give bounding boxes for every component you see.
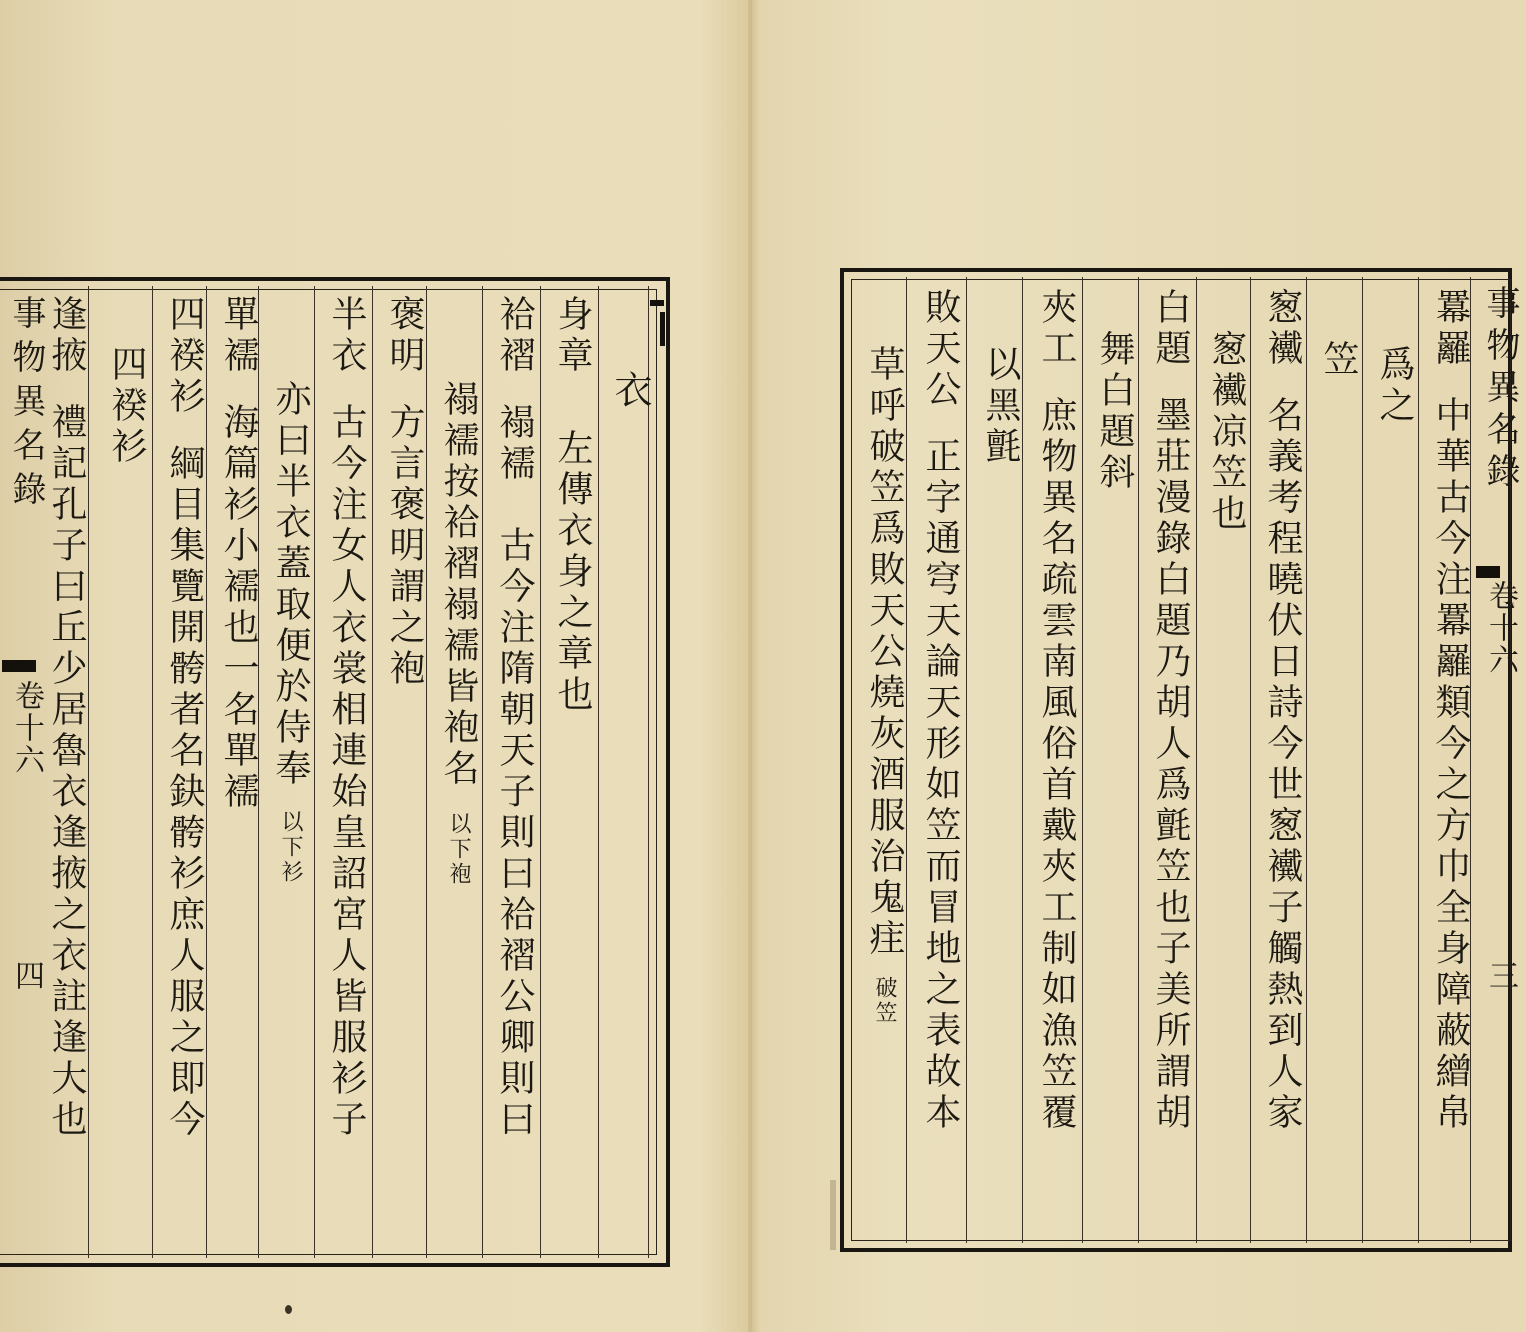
column-rule <box>598 286 599 1258</box>
column-rule <box>372 286 373 1258</box>
entry-column <box>1424 288 1476 1134</box>
entry-text: 名義考程曉伏日詩今世䆫襶子觸熱到人家 <box>1262 396 1303 1134</box>
right-folio-number: 三 <box>1483 960 1518 995</box>
entry-column <box>1088 330 1140 494</box>
entry-text: 褟襦 古今注隋朝天子則曰袷褶公卿則曰 <box>494 403 535 1141</box>
entry-text: 正字通穹天論天形如笠而冒地之表故本 <box>920 437 961 1134</box>
entry-note: 以下衫 <box>278 810 303 885</box>
entry-text: 舞白題斜 <box>1094 330 1135 494</box>
entry-text: 中華古今注羃䍦類今之方巾全身障蔽繒帛 <box>1430 396 1471 1134</box>
entry-column <box>320 295 372 1141</box>
column-rule <box>648 286 649 1258</box>
entry-heading: 白題 <box>1150 288 1191 370</box>
entry-column <box>1256 288 1308 1134</box>
entry-text: 草呼破笠爲敗天公燒灰酒服治鬼疰 <box>864 345 905 960</box>
entry-text: 爲之 <box>1374 345 1415 427</box>
left-folio-number: 四 <box>9 960 44 995</box>
entry-heading: 敗天公 <box>920 288 961 411</box>
entry-text: 以黑氈 <box>980 345 1021 468</box>
entry-column <box>212 295 264 813</box>
entry-column <box>1368 345 1420 427</box>
right-margin-volume: 卷十六 <box>1483 580 1518 676</box>
section-heading-clothing: 衣 <box>608 370 652 413</box>
entry-column <box>1030 288 1082 1134</box>
entry-column <box>40 295 92 1141</box>
book-gutter <box>748 0 752 1332</box>
entry-text: 古今注女人衣裳相連始皇詔宮人皆服衫子 <box>326 403 367 1141</box>
entry-text: 綱目集覽開骻者名鈌骻衫庶人服之即今 <box>164 444 205 1141</box>
column-rule <box>152 286 153 1258</box>
entry-column <box>100 345 152 468</box>
right-margin-block <box>1476 566 1500 578</box>
entry-column <box>158 295 210 1141</box>
left-margin-volume: 卷十六 <box>9 680 44 776</box>
entry-column <box>914 288 966 1134</box>
entry-column <box>974 345 1026 468</box>
ink-speck <box>285 1305 292 1314</box>
left-fish-tail-mark <box>650 300 664 306</box>
entry-note: 以下袍 <box>446 812 471 887</box>
entry-text: 四䙆衫 <box>106 345 147 468</box>
entry-text: 方言褒明謂之袍 <box>384 403 425 690</box>
entry-column <box>264 380 316 885</box>
entry-column <box>546 295 598 716</box>
entry-text: 庶物異名疏雲南風俗首戴夾工制如漁笠覆 <box>1036 396 1077 1134</box>
column-rule <box>1082 277 1083 1243</box>
column-rule <box>966 277 967 1243</box>
entry-text: 海篇衫小襦也一名單襦 <box>218 403 259 813</box>
entry-heading: 夾工 <box>1036 288 1077 370</box>
entry-column <box>488 295 540 1141</box>
column-rule <box>540 286 541 1258</box>
entry-heading: 半衣 <box>326 295 367 377</box>
entry-column <box>378 295 430 690</box>
entry-note: 破笠 <box>872 976 897 1026</box>
paper-stain <box>830 1180 836 1250</box>
entry-heading: 身章 <box>552 295 593 377</box>
entry-heading: 羃䍦 <box>1430 288 1471 370</box>
entry-heading: 四䙆衫 <box>164 295 205 418</box>
entry-text: 褟襦按袷褶褟襦皆袍名 <box>438 380 479 790</box>
column-rule <box>1196 277 1197 1243</box>
entry-column <box>858 345 910 1026</box>
entry-text: 左傳衣身之章也 <box>552 429 593 716</box>
left-fish-tail-mark <box>660 312 665 346</box>
entry-heading: 逢掖 <box>46 295 87 377</box>
entry-text: 䆫襶凉笠也 <box>1206 330 1247 535</box>
entry-text: 墨莊漫錄白題乃胡人爲氈笠也子美所謂胡 <box>1150 396 1191 1134</box>
right-margin-title: 事物異名錄 <box>1480 285 1520 495</box>
entry-column <box>1200 330 1252 535</box>
entry-column <box>1144 288 1196 1134</box>
section-heading-text: 笠 <box>1318 340 1359 381</box>
left-margin-block <box>2 660 36 672</box>
column-rule <box>1362 277 1363 1243</box>
entry-text: 禮記孔子曰丘少居魯衣逢掖之衣註逢大也 <box>46 403 87 1141</box>
entry-heading: 單襦 <box>218 295 259 377</box>
entry-heading: 褒明 <box>384 295 425 377</box>
entry-heading: 袷褶 <box>494 295 535 377</box>
entry-text: 亦曰半衣蓋取便於侍奉 <box>270 380 311 790</box>
section-heading-hat <box>1312 340 1364 381</box>
left-margin-title: 事物異名錄 <box>6 295 46 515</box>
entry-heading: 䆫襶 <box>1262 288 1303 370</box>
entry-column <box>432 380 484 887</box>
